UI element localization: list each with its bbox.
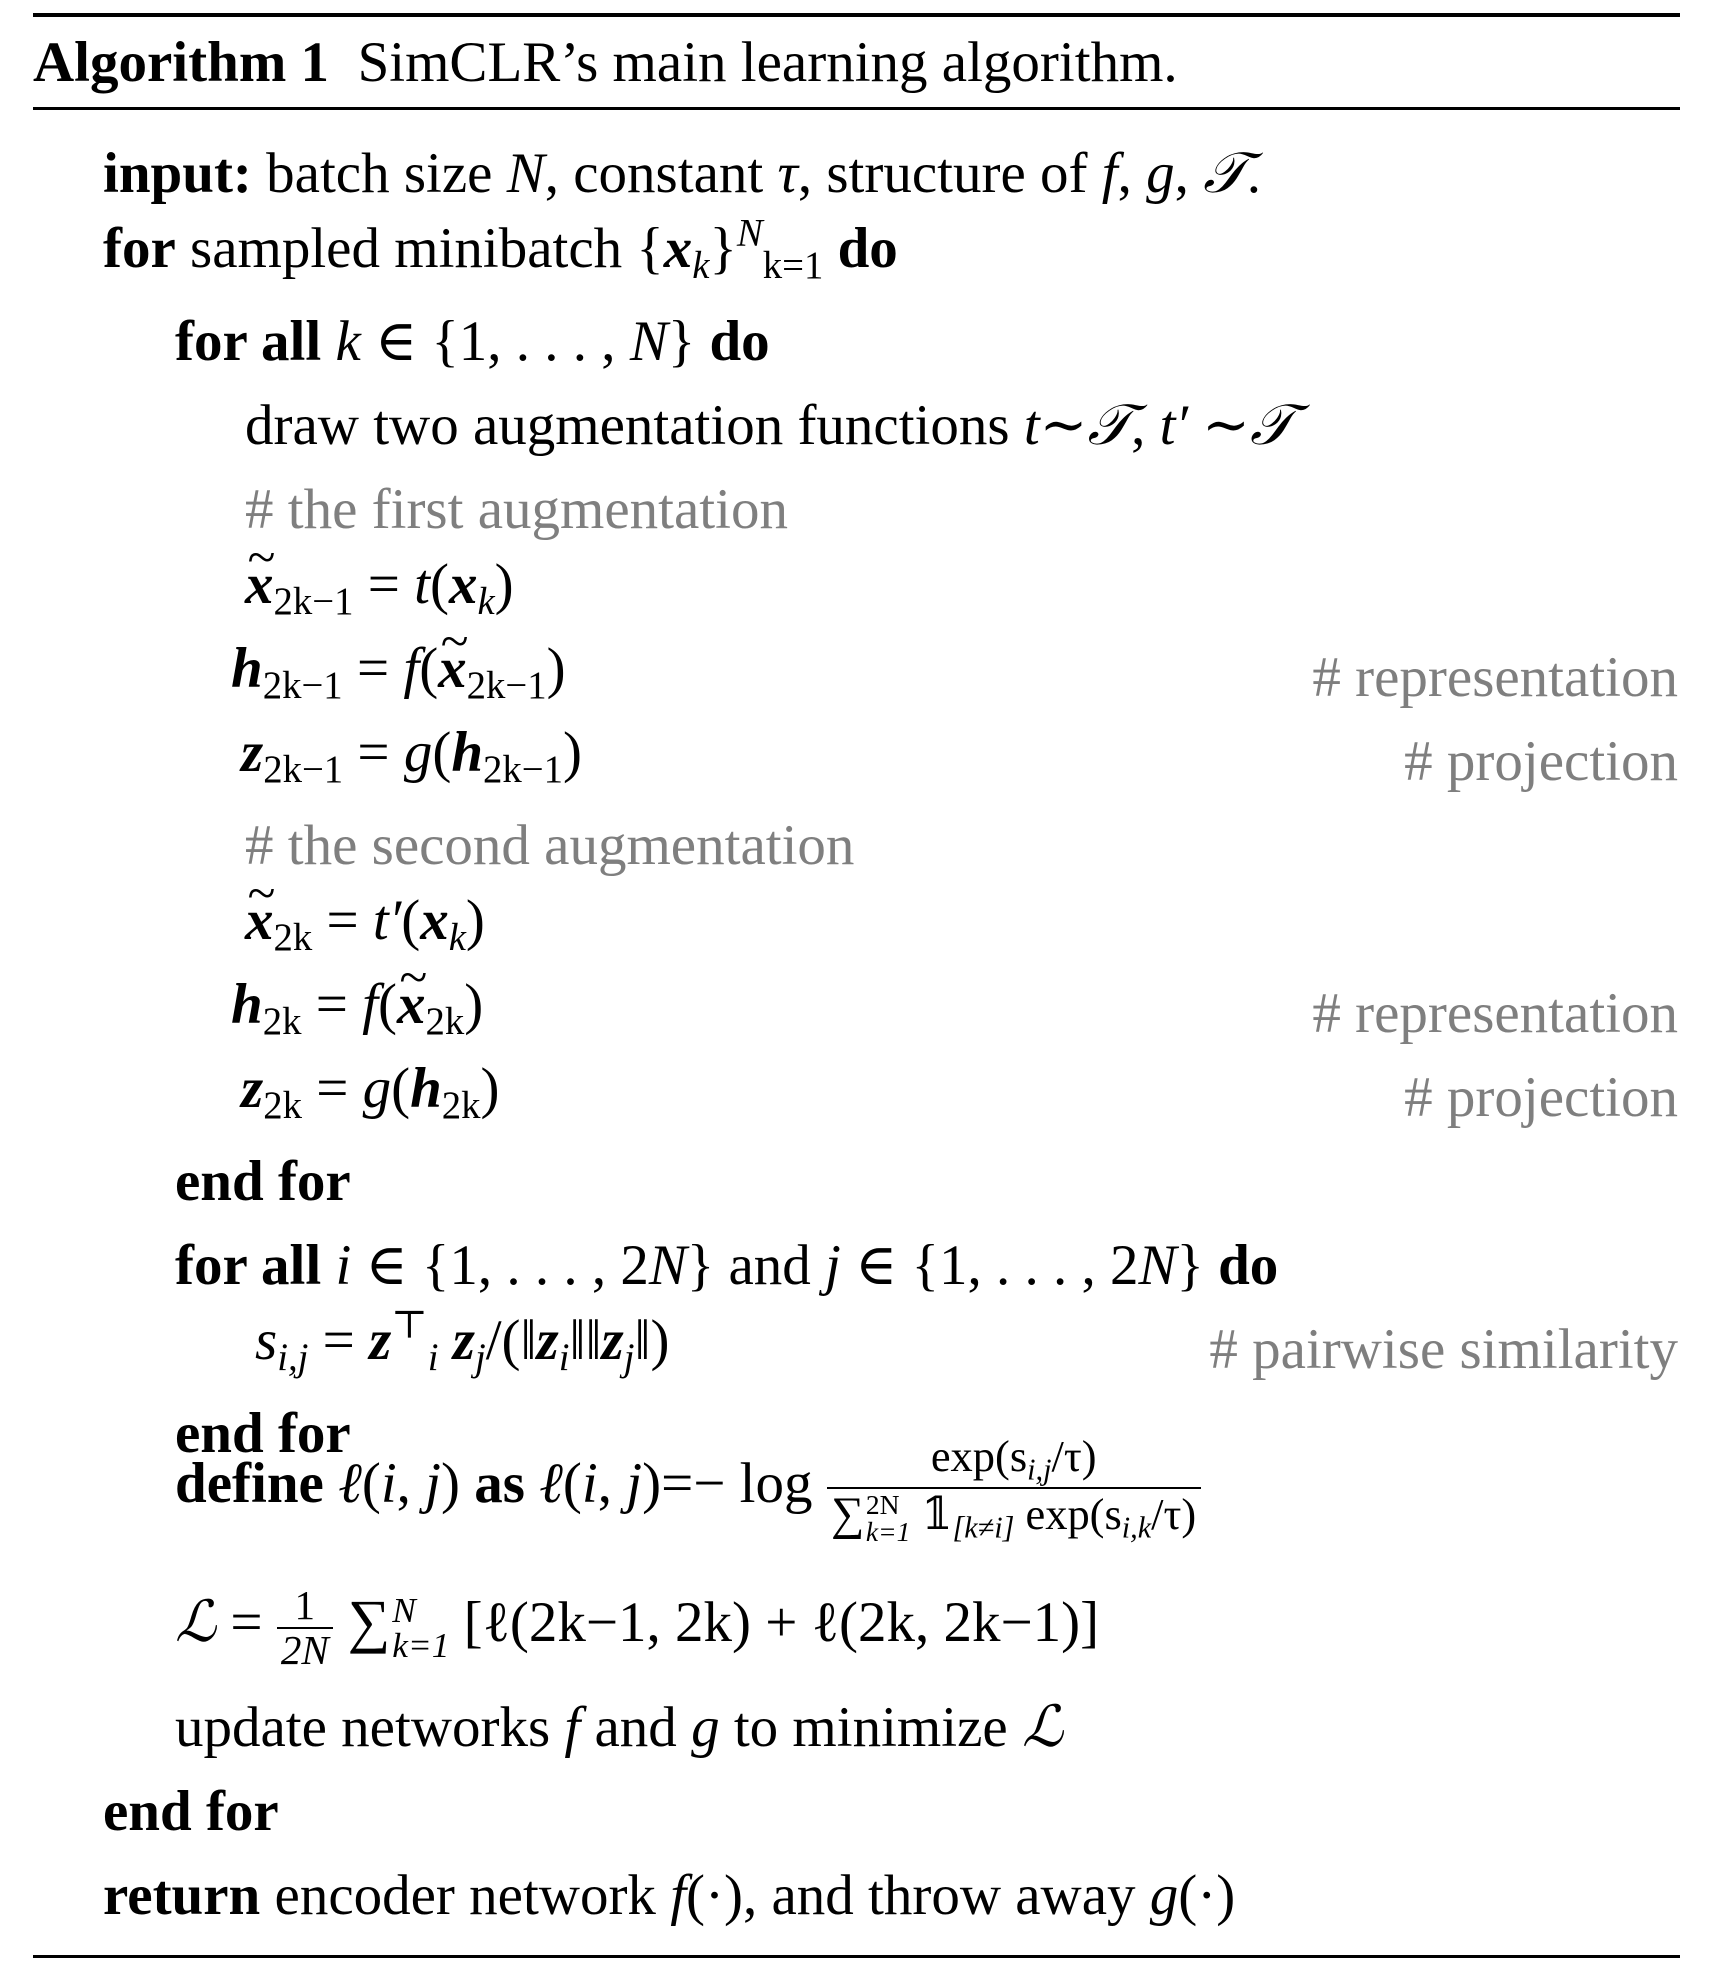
token [321, 1234, 335, 1297]
token: 𝒯 [1203, 140, 1247, 206]
token: = [216, 1590, 277, 1654]
token: τ [777, 142, 798, 205]
token: N [506, 142, 545, 205]
token: z [369, 1309, 392, 1373]
algorithm-title: SimCLR’s main learning algorithm. [357, 31, 1178, 94]
token: = [343, 721, 404, 785]
line-for-minibatch [103, 212, 1678, 288]
token: do [837, 217, 898, 281]
token: 2k [263, 1084, 302, 1128]
token [321, 310, 335, 373]
token: k=1 [762, 244, 824, 288]
token: # the first augmentation [245, 478, 788, 541]
token: ‖‖ [569, 1309, 602, 1373]
token: x [663, 217, 693, 281]
line-content [245, 478, 788, 541]
token: k [448, 916, 466, 960]
token: /(‖ [485, 1309, 537, 1373]
token: 2k−1 [466, 664, 547, 708]
token: update networks [175, 1696, 565, 1759]
line-baseline [175, 1234, 1279, 1297]
token: end for [175, 1402, 351, 1465]
token: ) [563, 721, 582, 785]
line-baseline [103, 212, 898, 288]
line-content [175, 310, 770, 373]
line-baseline [175, 1432, 1201, 1546]
token: ) [546, 637, 566, 701]
token: ( [432, 721, 452, 785]
token: /τ) [1051, 1430, 1097, 1481]
token: s [255, 1309, 278, 1373]
bottom-rule [33, 1955, 1680, 1958]
token: ( [562, 1452, 582, 1516]
token: ‖) [634, 1309, 670, 1373]
fraction-denominator [827, 1489, 1201, 1546]
token: i [380, 1452, 397, 1516]
token: 2k [425, 1000, 465, 1044]
caption-rule [33, 107, 1680, 110]
token: (·) [1178, 1864, 1236, 1927]
token: , [1117, 142, 1147, 205]
token: 2k−1 [483, 748, 563, 792]
sum-limits [392, 1590, 450, 1665]
token: = [342, 637, 404, 701]
token: , constant [544, 142, 778, 205]
token: 2k [441, 1084, 481, 1128]
token: exp(s [1014, 1488, 1122, 1539]
token: z [601, 1309, 624, 1373]
token: = [308, 1309, 370, 1373]
sum-symbol: ∑ [332, 1587, 391, 1654]
right-comment: # representation [1312, 982, 1678, 1045]
line-comment-first [245, 478, 1678, 541]
token: . [1246, 142, 1262, 205]
line-baseline [231, 973, 484, 1044]
one-over-2n-fraction [277, 1581, 333, 1673]
line-x-tilde-even [245, 889, 1678, 960]
token: input: [103, 142, 252, 205]
line-similarity [255, 1304, 1678, 1381]
token: end for [175, 1150, 351, 1213]
token: , [1174, 142, 1204, 205]
token: ( [361, 1452, 381, 1516]
line-for-all-ij [175, 1234, 1678, 1297]
token: ℓ [338, 1452, 362, 1516]
token: ( [377, 973, 397, 1037]
token: exp(s [930, 1430, 1028, 1481]
token: end for [103, 1780, 279, 1843]
token: z [241, 721, 264, 785]
token: j [825, 1234, 841, 1297]
token: j [425, 1452, 441, 1516]
token: ~ x [397, 976, 426, 1033]
token: f [403, 637, 420, 701]
token: k=1 [865, 1516, 911, 1548]
token [324, 1452, 338, 1515]
token: /τ) [1151, 1488, 1197, 1539]
token: x [420, 889, 449, 953]
token: for all [175, 310, 322, 373]
token: 2k−1 [273, 580, 354, 624]
line-baseline [245, 392, 1294, 458]
token: ~ x [438, 640, 467, 697]
token: k=1 [392, 1625, 450, 1665]
right-comment: # projection [1404, 1066, 1678, 1129]
fraction-denominator: 2N [280, 1626, 329, 1673]
line-draw-augmentations [245, 392, 1678, 458]
token: ) [464, 973, 484, 1037]
token: j [626, 1452, 643, 1516]
token: z [241, 1057, 264, 1121]
token: k [335, 310, 361, 373]
token: z [452, 1309, 475, 1373]
token: 2k [273, 916, 313, 960]
token: 2k−1 [262, 664, 343, 708]
token: ( [429, 553, 449, 617]
line-content [241, 1057, 500, 1128]
token: do [709, 310, 770, 373]
line-baseline [241, 721, 582, 792]
token: f [564, 1696, 581, 1759]
token: 𝒯 [1249, 392, 1294, 458]
token: = [301, 1057, 363, 1121]
token: f [670, 1864, 687, 1927]
token: i [581, 1452, 598, 1516]
token: i,k [1121, 1510, 1152, 1545]
token: N [648, 1234, 687, 1297]
token: , [396, 1452, 426, 1516]
line-total-loss [175, 1581, 1678, 1673]
token: k [477, 580, 495, 624]
token: t [1023, 394, 1040, 457]
token: for [103, 217, 176, 281]
loss-fraction [827, 1432, 1201, 1546]
token [439, 1309, 453, 1372]
algorithm-label: Algorithm 1 [33, 31, 330, 94]
line-baseline [231, 637, 566, 708]
line-baseline [103, 1780, 279, 1843]
token: } [667, 310, 710, 373]
token: 2k [262, 1000, 302, 1044]
right-comment: # pairwise similarity [1209, 1318, 1678, 1381]
token: t′ [1159, 394, 1188, 457]
token: = [312, 889, 373, 953]
line-z-odd [241, 721, 1678, 793]
token: } [1176, 1234, 1219, 1297]
token: i [427, 1336, 439, 1380]
token: ∈ {1, . . . , 2 [840, 1234, 1139, 1297]
line-baseline [175, 1694, 1063, 1760]
line-content [103, 1864, 1235, 1927]
token: ℓ [539, 1452, 563, 1516]
right-comment: # projection [1404, 730, 1678, 793]
token: ∼ [1039, 394, 1088, 457]
token: g [1146, 142, 1175, 205]
line-baseline [103, 140, 1262, 206]
token: # the second augmentation [245, 814, 855, 877]
token: [k≠i] [952, 1510, 1015, 1545]
token: as [474, 1452, 525, 1516]
token: x [448, 553, 478, 617]
token [823, 217, 837, 280]
right-comment: # representation [1312, 646, 1678, 709]
token: N [736, 212, 763, 256]
line-content [245, 394, 1294, 457]
line-comment-second [245, 814, 1678, 877]
top-rule [33, 13, 1680, 17]
token: f [362, 973, 378, 1037]
token: define [175, 1452, 324, 1516]
fraction-numerator: 1 [277, 1584, 333, 1629]
line-for-all-k [175, 310, 1678, 373]
token: g [691, 1696, 720, 1759]
line-content [175, 1234, 1278, 1297]
token: N [629, 310, 668, 373]
token: (·), and throw away [686, 1864, 1150, 1927]
algorithm-caption [33, 30, 1178, 95]
token: i [335, 1234, 352, 1297]
line-end-for-inner-1 [175, 1150, 1678, 1213]
line-content [175, 1150, 351, 1213]
token: k [692, 244, 710, 288]
token: ~ x [245, 556, 274, 613]
line-baseline [175, 1150, 351, 1213]
token: for all [175, 1234, 322, 1297]
line-z-even [241, 1057, 1678, 1129]
token: ~ x [245, 892, 274, 949]
line-return [103, 1864, 1678, 1927]
token: 𝒯 [1087, 392, 1132, 458]
line-baseline [255, 1304, 670, 1380]
token [525, 1452, 539, 1515]
token: = [301, 973, 363, 1037]
token: )=− log [642, 1452, 827, 1516]
token: N [392, 1590, 416, 1630]
token: and [580, 1696, 692, 1759]
token: sampled minibatch { [175, 217, 664, 281]
line-baseline [245, 478, 788, 541]
sum-symbol: ∑ [831, 1487, 865, 1540]
line-baseline [103, 1864, 1236, 1927]
line-update-networks [175, 1694, 1678, 1760]
line-content [245, 889, 485, 960]
token: ) [494, 553, 514, 617]
token: , structure of [797, 142, 1102, 205]
line-baseline [245, 889, 485, 960]
token: t′ [372, 889, 402, 953]
line-content [255, 1304, 670, 1380]
line-input [103, 140, 1678, 206]
token: ( [419, 637, 439, 701]
token: , [597, 1452, 627, 1516]
token: } [709, 217, 737, 281]
line-content [103, 142, 1261, 205]
token: do [1218, 1234, 1279, 1297]
token: ⊤ [391, 1304, 428, 1348]
token: g [403, 721, 433, 785]
token: ℒ [1021, 1694, 1063, 1760]
token: j [623, 1336, 635, 1380]
token: draw two augmentation functions [245, 394, 1024, 457]
token: ) [465, 889, 485, 953]
token: t [414, 553, 430, 617]
line-h-odd [231, 637, 1678, 709]
token: h [451, 721, 484, 785]
indicator-symbol: 𝟙 [910, 1488, 953, 1539]
token: } and [686, 1234, 826, 1297]
token: 2N [865, 1488, 900, 1520]
token: encoder network [260, 1864, 671, 1927]
token: z [536, 1309, 559, 1373]
token: h [231, 973, 263, 1037]
line-content [175, 1581, 1100, 1673]
line-h-even [231, 973, 1678, 1045]
token: ) [480, 1057, 500, 1121]
token: ) [441, 1452, 475, 1516]
line-content [103, 1780, 279, 1843]
line-end-for-outer [103, 1780, 1678, 1843]
token: g [362, 1057, 392, 1121]
line-content [231, 637, 566, 708]
line-content [231, 973, 484, 1044]
token: = [353, 553, 415, 617]
token: h [231, 637, 263, 701]
line-content [103, 212, 898, 288]
token: ∼ [1187, 394, 1250, 457]
token: i [558, 1336, 570, 1380]
token: batch size [251, 142, 507, 205]
fraction-numerator [827, 1432, 1201, 1489]
line-baseline [175, 310, 770, 373]
token: h [410, 1057, 442, 1121]
token: ∈ {1, . . . , [360, 310, 630, 373]
line-baseline [241, 1057, 500, 1128]
line-baseline [245, 814, 855, 877]
token: ℒ [175, 1588, 217, 1655]
line-content [245, 553, 514, 624]
token: j [474, 1336, 486, 1380]
token: i,j [277, 1336, 309, 1380]
token: g [1149, 1864, 1179, 1927]
line-content [245, 814, 854, 877]
token: ( [401, 889, 421, 953]
token: i,j [1027, 1452, 1052, 1487]
token: , [1131, 394, 1160, 457]
line-baseline [245, 553, 514, 624]
token: return [103, 1864, 261, 1927]
token: f [1101, 142, 1118, 205]
token: N [1138, 1234, 1177, 1297]
line-content [241, 721, 582, 792]
line-baseline [175, 1581, 1100, 1673]
token: ∈ {1, . . . , 2 [351, 1234, 649, 1297]
token: 2k−1 [263, 748, 344, 792]
line-content [175, 1696, 1063, 1759]
loss-terms: [ℓ(2k−1, 2k) + ℓ(2k, 2k−1)] [449, 1590, 1100, 1654]
token: to minimize [719, 1696, 1022, 1759]
sum-limits [865, 1488, 911, 1548]
token: ( [391, 1057, 411, 1121]
